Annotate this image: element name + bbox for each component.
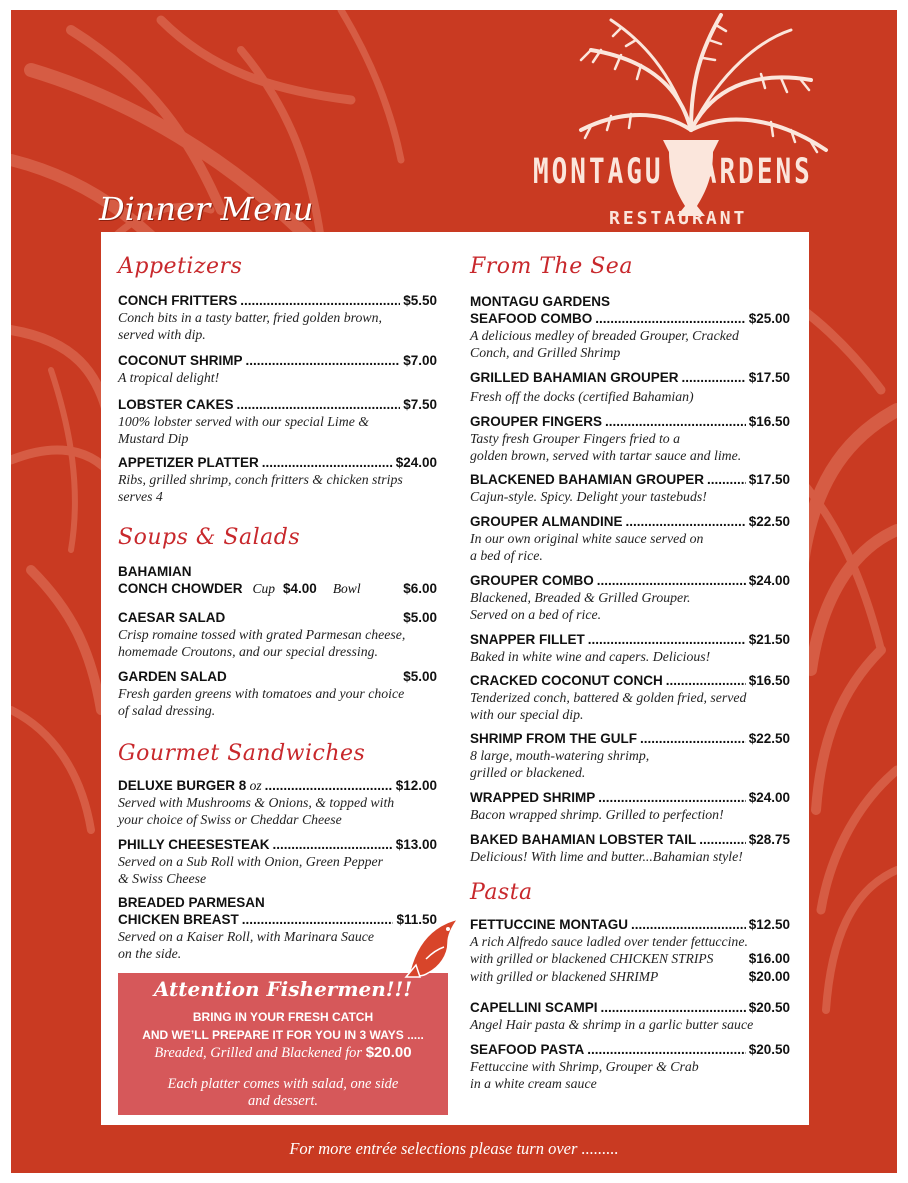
item-unit: oz: [246, 778, 262, 793]
menu-item: [118, 668, 448, 719]
cup-label: Cup: [252, 581, 276, 596]
item-name: BAKED BAHAMIAN LOBSTER TAIL: [470, 832, 697, 847]
menu-item: [118, 396, 448, 447]
item-desc: Fresh garden greens with tomatoes and your choice: [118, 686, 405, 701]
item-name: GRILLED BAHAMIAN GROUPER: [470, 370, 679, 385]
palm-urn-logo: [531, 10, 851, 240]
menu-item: [470, 999, 790, 1033]
footer-note: For more entrée selections please turn over .........: [289, 1139, 619, 1158]
attention-line: AND WE’LL PREPARE IT FOR YOU IN 3 WAYS .....: [142, 1028, 424, 1042]
item-price: $25.00: [748, 311, 790, 326]
extra-price: $20.00: [748, 969, 790, 984]
item-price: $21.50: [748, 632, 790, 647]
item-desc: Angel Hair pasta & shrimp in a garlic butter sauce: [470, 1017, 754, 1032]
item-price: $20.50: [748, 1000, 790, 1015]
item-name: GROUPER COMBO: [470, 573, 594, 588]
item-price: $7.50: [403, 397, 437, 412]
item-desc: Served on a Sub Roll with Onion, Green Pepper: [118, 854, 384, 869]
item-name: FETTUCCINE MONTAGU: [470, 917, 628, 932]
item-price: $12.50: [748, 917, 790, 932]
item-price: $22.50: [748, 514, 790, 529]
menu-item: [470, 1041, 790, 1092]
menu-item: [118, 352, 448, 386]
menu-item: [470, 369, 790, 405]
item-desc: Bacon wrapped shrimp. Grilled to perfection!: [470, 807, 724, 822]
item-price: $16.50: [748, 673, 790, 688]
item-name: GARDEN SALAD: [118, 669, 227, 684]
item-desc: a bed of rice.: [470, 548, 543, 563]
menu-item: [118, 836, 448, 887]
item-price: $24.00: [748, 573, 790, 588]
attention-heading: Attention Fishermen!!!: [153, 977, 413, 1001]
item-desc: A delicious medley of breaded Grouper, Cracked: [470, 328, 739, 343]
brand-name: MONTAGU GARDENS: [533, 152, 813, 193]
item-desc: Mustard Dip: [118, 431, 189, 446]
item-desc: Fresh off the docks (certified Bahamian): [470, 389, 694, 404]
item-name: CONCH FRITTERS: [118, 293, 238, 308]
item-desc: Served on a bed of rice.: [470, 607, 602, 622]
attention-note: and dessert.: [247, 1093, 319, 1109]
item-price: $28.75: [748, 832, 790, 847]
menu-item: [470, 631, 790, 665]
item-desc: on the side.: [118, 946, 182, 961]
item-desc: homemade Croutons, and our special dressing.: [118, 644, 378, 659]
section-appetizers-heading: Appetizers: [118, 254, 243, 279]
menu-item: [118, 292, 448, 343]
section-pasta-heading: Pasta: [470, 880, 533, 905]
attention-line: BRING IN YOUR FRESH CATCH: [192, 1010, 374, 1024]
section-sea-heading: From The Sea: [470, 254, 633, 279]
section-sandwiches-heading: Gourmet Sandwiches: [118, 741, 366, 766]
menu-item: [118, 894, 448, 962]
item-desc: Tenderized conch, battered & golden fried, served: [470, 690, 747, 705]
attention-ways: Breaded, Grilled and Blackened for: [154, 1045, 366, 1061]
item-name: SNAPPER FILLET: [470, 632, 585, 647]
item-price: $24.00: [748, 790, 790, 805]
item-name: PHILLY CHEESESTEAK: [118, 837, 270, 852]
item-desc: A tropical delight!: [118, 370, 220, 385]
brand-subtitle: RESTAURANT: [609, 208, 748, 229]
menu-item: [470, 916, 790, 986]
item-name: SEAFOOD PASTA: [470, 1042, 585, 1057]
item-desc: served with dip.: [118, 327, 206, 342]
extra-label: with grilled or blackened SHRIMP: [470, 969, 659, 984]
item-price: $13.00: [395, 837, 437, 852]
item-price: $5.00: [403, 610, 437, 625]
menu-item: [118, 609, 448, 660]
extra-price: $16.00: [748, 951, 790, 966]
section-soups-heading: Soups & Salads: [118, 525, 301, 550]
item-price: $7.00: [403, 353, 437, 368]
item-desc: of salad dressing.: [118, 703, 216, 718]
item-desc: 8 large, mouth-watering shrimp,: [470, 748, 650, 763]
item-desc: & Swiss Cheese: [118, 871, 207, 886]
item-desc: Crisp romaine tossed with grated Parmesan cheese,: [118, 627, 406, 642]
item-desc: In our own original white sauce served on: [470, 531, 704, 546]
item-price: $12.00: [395, 778, 437, 793]
item-name: BAHAMIAN: [118, 564, 192, 579]
bowl-label: Bowl: [332, 581, 361, 596]
item-desc: with our special dip.: [470, 707, 584, 722]
item-desc: Served with Mushrooms & Onions, & topped with: [118, 795, 395, 810]
fettuccine-extra: [470, 950, 790, 968]
item-price: $20.50: [748, 1042, 790, 1057]
menu-item: [470, 413, 790, 464]
item-name: SEAFOOD COMBO: [470, 311, 593, 326]
item-desc: Conch, and Grilled Shrimp: [470, 345, 621, 360]
item-desc: Ribs, grilled shrimp, conch fritters & chicken strips: [118, 472, 403, 487]
fettuccine-extra: [470, 968, 790, 986]
menu-item: [470, 672, 790, 723]
menu-item: [118, 454, 448, 505]
menu-title: Dinner Menu: [99, 190, 314, 228]
cup-price: $4.00: [283, 581, 317, 596]
menu-item: [470, 513, 790, 564]
item-name: DELUXE BURGER 8: [118, 778, 247, 793]
menu-item: [470, 471, 790, 505]
item-desc: Conch bits in a tasty batter, fried golden brown,: [118, 310, 382, 325]
item-price: $16.50: [748, 414, 790, 429]
item-price: $11.50: [396, 912, 437, 927]
attention-line: [118, 1044, 448, 1062]
menu-item: [470, 572, 790, 623]
item-name: GROUPER ALMANDINE: [470, 514, 623, 529]
item-desc: grilled or blackened.: [470, 765, 586, 780]
menu-item: [470, 831, 790, 865]
menu-page: [11, 10, 897, 1173]
item-desc: in a white cream sauce: [470, 1076, 597, 1091]
item-price: $24.00: [395, 455, 437, 470]
bowl-price: $6.00: [403, 581, 437, 596]
menu-item: [470, 789, 790, 823]
item-desc: Tasty fresh Grouper Fingers fried to a: [470, 431, 681, 446]
item-name: APPETIZER PLATTER: [118, 455, 259, 470]
item-name: GROUPER FINGERS: [470, 414, 603, 429]
item-desc: serves 4: [118, 489, 163, 504]
item-name: CAESAR SALAD: [118, 610, 226, 625]
item-desc: Served on a Kaiser Roll, with Marinara Sauce: [118, 929, 374, 944]
item-name: BLACKENED BAHAMIAN GROUPER: [470, 472, 705, 487]
menu-item-chowder: [118, 563, 448, 597]
item-desc: 100% lobster served with our special Lime &: [118, 414, 370, 429]
attention-note: Each platter comes with salad, one side: [167, 1076, 399, 1092]
item-desc: A rich Alfredo sauce ladled over tender fettuccine.: [470, 934, 748, 949]
item-name: CHICKEN BREAST: [118, 912, 239, 927]
item-desc: Baked in white wine and capers. Delicious!: [470, 649, 711, 664]
item-name: CAPELLINI SCAMPI: [470, 1000, 598, 1015]
item-desc: your choice of Swiss or Cheddar Cheese: [118, 812, 342, 827]
menu-item: [118, 777, 448, 828]
item-name: BREADED PARMESAN: [118, 895, 265, 910]
menu-item: [470, 293, 790, 361]
item-name: CONCH CHOWDER: [118, 581, 243, 596]
extra-label: with grilled or blackened CHICKEN STRIPS: [470, 951, 714, 966]
attention-price: $20.00: [365, 1044, 412, 1061]
attention-fishermen-box: [118, 973, 448, 1115]
item-name: SHRIMP FROM THE GULF: [470, 731, 637, 746]
item-desc: Fettuccine with Shrimp, Grouper & Crab: [470, 1059, 699, 1074]
item-price: $5.00: [403, 669, 437, 684]
item-name: COCONUT SHRIMP: [118, 353, 243, 368]
item-desc: Cajun-style. Spicy. Delight your tastebuds!: [470, 489, 707, 504]
item-price: $17.50: [748, 370, 790, 385]
item-desc: Delicious! With lime and butter...Bahamian style!: [470, 849, 743, 864]
item-name: LOBSTER CAKES: [118, 397, 234, 412]
item-name: WRAPPED SHRIMP: [470, 790, 596, 805]
item-name: CRACKED COCONUT CONCH: [470, 673, 663, 688]
item-desc: golden brown, served with tartar sauce and lime.: [470, 448, 742, 463]
item-desc: Blackened, Breaded & Grilled Grouper.: [470, 590, 691, 605]
item-price: $17.50: [748, 472, 790, 487]
item-price: $5.50: [403, 293, 437, 308]
item-price: $22.50: [748, 731, 790, 746]
fish-icon: [404, 915, 462, 981]
menu-item: [470, 730, 790, 781]
item-name: MONTAGU GARDENS: [470, 294, 610, 309]
